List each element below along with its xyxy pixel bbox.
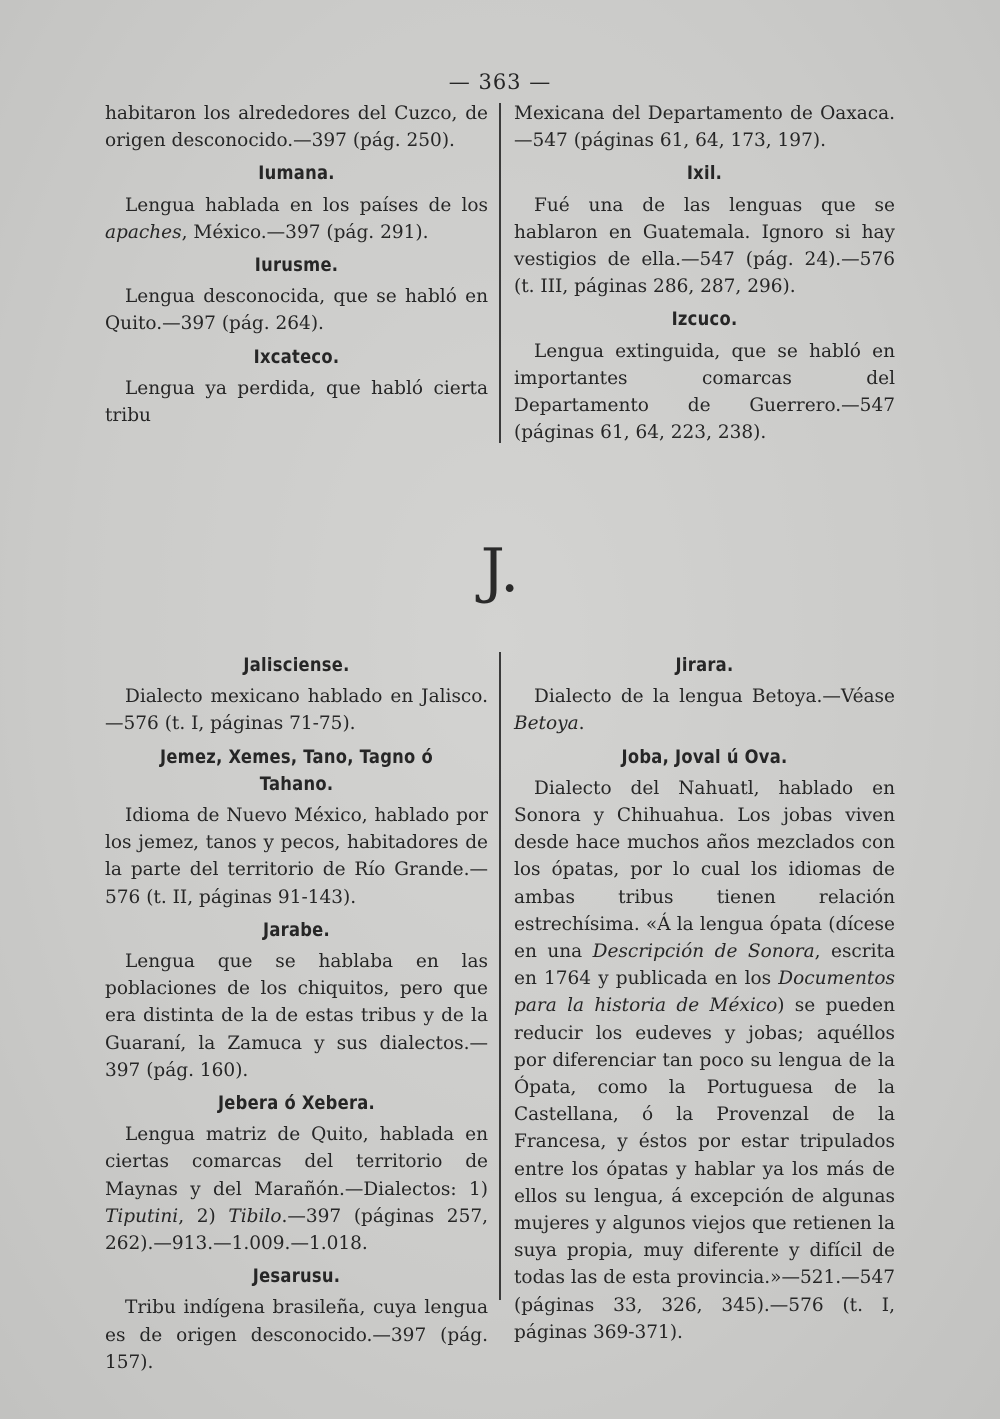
entry-title-jebera: Jebera ó Xebera. — [217, 1092, 376, 1115]
column-top-right — [514, 100, 895, 446]
entry-title-jalisciense: Jalisciense. — [243, 654, 350, 676]
entry-text-ixil: Fué una de las lenguas que se hablaron en Guatemala. Ignoro si hay vestigios de ella.—547 (pág. 24).—576 (t. III, páginas 286, 287, 296). — [514, 194, 895, 298]
entry-title-jarabe: Jarabe. — [263, 918, 330, 941]
entry-text-ixcateco: Lengua ya perdida, que habló cierta tribu — [105, 377, 488, 427]
entry-text-iurusme: Lengua desconocida, que se habló en Quito.—397 (pág. 264). — [105, 286, 488, 335]
entry-title-jirara: Jirara. — [675, 654, 734, 676]
section-letter: J. — [480, 536, 520, 606]
column-bottom-left — [105, 646, 488, 1376]
continued-paragraph: habitaron los alrededores del Cuzco, de origen desconocido.—397 (pág. 250). — [105, 103, 488, 152]
entry-text-jirara: Dialecto de la lengua Betoya.—Véase Betoya. — [514, 686, 895, 735]
entry-title-jemez: Jemez, Xemes, Tano, Tagno ó Tahano. — [160, 745, 433, 795]
entry-text-jarabe: Lengua que se hablaba en las poblaciones de los chiquitos, pero que era distinta de la de estas tribus y de la Guaraní, la Zamuca y sus dialectos.—397 (pág. 160). — [105, 951, 488, 1081]
entry-title-jesarusu: Jesarusu. — [252, 1265, 341, 1288]
column-divider-bottom — [499, 652, 501, 1300]
entry-text-iumana: Lengua hablada en los países de los apaches, México.—397 (pág. 291). — [105, 194, 488, 243]
entry-title-izcuco: Izcuco. — [671, 308, 738, 331]
entry-title-iurusme: Iurusme. — [254, 254, 339, 277]
entry-title-ixcateco: Ixcateco. — [253, 345, 340, 368]
continued-paragraph: Mexicana del Departamento de Oaxaca.—547 (páginas 61, 64, 173, 197). — [514, 103, 895, 152]
entry-text-izcuco: Lengua extinguida, que se habló en importantes comarcas del Departamento de Guerrero.—547 (páginas 61, 64, 223, 238). — [514, 340, 895, 444]
column-divider-top — [499, 103, 501, 443]
column-top-left — [105, 100, 488, 429]
entry-title-joba: Joba, Joval ú Ova. — [621, 745, 788, 768]
entry-title-iumana: Iumana. — [258, 162, 335, 185]
entry-text-jebera: Lengua matriz de Quito, hablada en ciertas comarcas del territorio de Maynas y del Marañón.—Dialectos: 1) Tiputini, 2) Tibilo.—397 (páginas 257, 262).—913.—1.009.—1.018. — [105, 1124, 488, 1255]
entry-text-jalisciense: Dialecto mexicano hablado en Jalisco.—576 (t. I, páginas 71-75). — [105, 686, 488, 735]
entry-text-jesarusu: Tribu indígena brasileña, cuya lengua es de origen desconocido.—397 (pág. 157). — [105, 1297, 488, 1373]
entry-text-jemez: Idioma de Nuevo México, hablado por los jemez, tanos y pecos, habitadores de la parte del territorio de Río Grande.—576 (t. II, páginas 91-143). — [105, 805, 488, 908]
column-bottom-right — [514, 646, 895, 1346]
entry-text-joba: Dialecto del Nahuatl, hablado en Sonora y Chihuahua. Los jobas viven desde hace muchos años mezclados con los ópatas, por lo cual los idiomas de ambas tribus tienen relación estrechísima. «Á la lengua ópata (dícese en una Descripción de Sonora, escrita en 1764 y publicada en los Documentos para la historia de México) se pueden reducir los eudeves y jobas; aquéllos por diferenciar tan poco su lengua de la Ópata, como la Portuguesa de la Castellana, ó la Provenzal de la Francesa, y éstos por estar tripulados entre los ópatas y hablar ya los más de ellos su lengua, á excepción de algunas mujeres y algunos viejos que retienen la suya propia, muy diferente y difícil de todas las de esta provincia.»—521.—547 (páginas 33, 326, 345).—576 (t. I, páginas 369-371). — [514, 777, 896, 1343]
page-number: — 363 — — [448, 70, 552, 94]
entry-title-ixil: Ixil. — [686, 162, 723, 185]
